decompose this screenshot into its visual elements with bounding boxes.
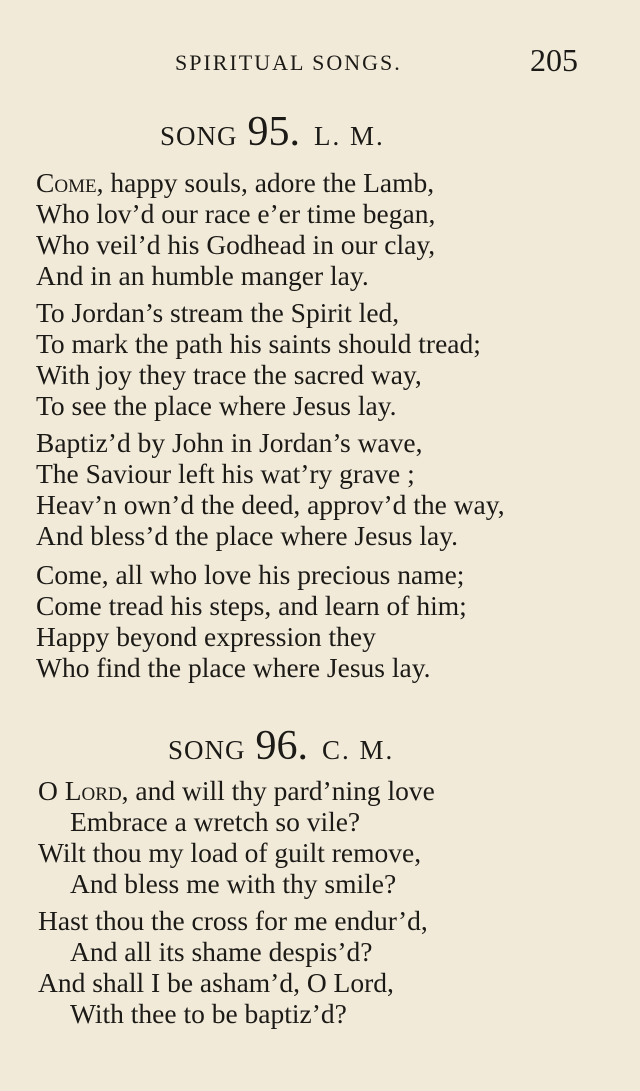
song-number: 95. bbox=[247, 109, 301, 155]
song-96-heading bbox=[168, 722, 394, 770]
verse-line: The Saviour left his wat’ry grave ; bbox=[36, 458, 415, 489]
verse-line: Heav’n own’d the deed, approv’d the way, bbox=[36, 489, 505, 520]
verse-line: Baptiz’d by John in Jordan’s wave, bbox=[36, 427, 423, 458]
song-number: 96. bbox=[255, 723, 309, 769]
verse-line: Embrace a wretch so vile? bbox=[70, 806, 361, 837]
verse-line: To see the place where Jesus lay. bbox=[36, 390, 397, 421]
song-95-heading bbox=[160, 108, 385, 156]
verse-line: Come, all who love his precious name; bbox=[36, 559, 465, 590]
page-number: 205 bbox=[530, 42, 578, 78]
verse-line: Who veil’d his Godhead in our clay, bbox=[36, 229, 436, 260]
first-word: Lord, bbox=[64, 775, 129, 806]
verse-line: With joy they trace the sacred way, bbox=[36, 359, 422, 390]
verse-line: And bless me with thy smile? bbox=[70, 868, 397, 899]
verse-line: Hast thou the cross for me endur’d, bbox=[38, 905, 428, 936]
verse-line: Who find the place where Jesus lay. bbox=[36, 652, 431, 683]
verse-line: And in an humble manger lay. bbox=[36, 260, 369, 291]
verse-line: Who lov’d our race e’er time began, bbox=[36, 198, 436, 229]
verse-line: O Lord, and will thy pard’ning love bbox=[38, 775, 435, 806]
verse-line: Wilt thou my load of guilt remove, bbox=[38, 837, 422, 868]
first-word: Come, bbox=[36, 167, 104, 198]
verse-line: And shall I be asham’d, O Lord, bbox=[38, 967, 394, 998]
verse-line: With thee to be baptiz’d? bbox=[70, 998, 347, 1029]
verse-line: To Jordan’s stream the Spirit led, bbox=[36, 297, 400, 328]
song-meter: L. M. bbox=[314, 121, 385, 151]
verse-line: Come, happy souls, adore the Lamb, bbox=[36, 167, 435, 198]
running-head: SPIRITUAL SONGS. bbox=[175, 50, 402, 75]
song-meter: C. M. bbox=[322, 735, 395, 765]
verse-line: Come tread his steps, and learn of him; bbox=[36, 590, 467, 621]
verse-line: And bless’d the place where Jesus lay. bbox=[36, 520, 459, 551]
song-label: SONG bbox=[168, 735, 246, 765]
verse-line: And all its shame despis’d? bbox=[70, 936, 373, 967]
verse-line: Happy beyond expression they bbox=[36, 621, 376, 652]
song-label: SONG bbox=[160, 121, 238, 151]
verse-line: To mark the path his saints should tread; bbox=[36, 328, 481, 359]
